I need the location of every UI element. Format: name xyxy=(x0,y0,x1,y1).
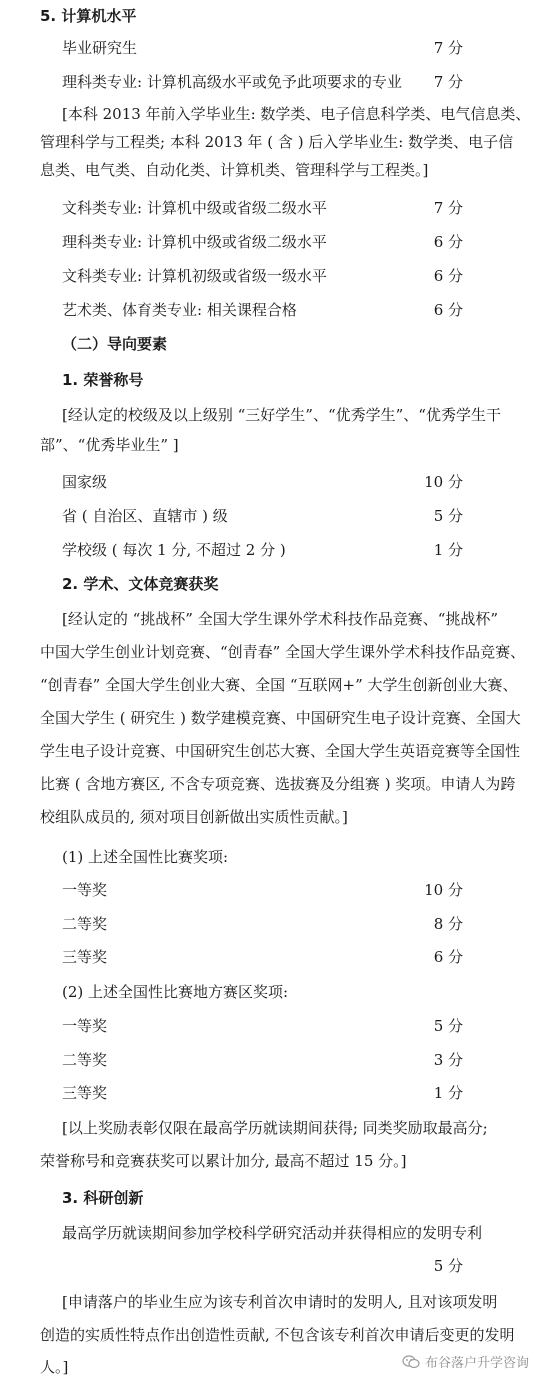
s5-row-6-score: 6 分 xyxy=(433,301,463,319)
section-2-title: 2. 学术、文体竞赛获奖 xyxy=(62,575,219,593)
s5-note-line-2: 管理科学与工程类; 本科 2013 年 ( 含 ) 后入学毕业生: 数学类、电子信 xyxy=(40,133,514,151)
s3-note-line-1: [申请落户的毕业生应为该专利首次申请时的发明人, 且对该项发明 xyxy=(62,1293,498,1311)
s2a-row-1-score: 10 分 xyxy=(424,881,463,899)
s5-row-5-label: 文科类专业: 计算机初级或省级一级水平 xyxy=(62,267,327,285)
s5-row-3-label: 文科类专业: 计算机中级或省级二级水平 xyxy=(62,199,327,217)
wechat-icon xyxy=(402,1355,420,1369)
s1-row-2-label: 省 ( 自治区、直辖市 ) 级 xyxy=(62,507,228,525)
s2-note-line-7: 校组队成员的, 须对项目创新做出实质性贡献。] xyxy=(40,808,348,826)
s2-note-line-2: 中国大学生创业计划竞赛、“创青春” 全国大学生课外学术科技作品竞赛、 xyxy=(40,643,526,661)
s2a-row-2-label: 二等奖 xyxy=(62,915,108,933)
s1-note-line-2: 部”、“优秀毕业生” ] xyxy=(40,436,179,454)
s2b-row-2-label: 二等奖 xyxy=(62,1051,108,1069)
s3-note-line-3: 人。] xyxy=(40,1358,69,1376)
watermark-text: 布谷落户升学咨询 xyxy=(424,1356,529,1371)
s5-row-4-label: 理科类专业: 计算机中级或省级二级水平 xyxy=(62,233,327,251)
s2-note-line-5: 学生电子设计竞赛、中国研究生创芯大赛、全国大学生英语竞赛等全国性 xyxy=(40,742,521,760)
s1-row-1-score: 10 分 xyxy=(424,473,463,491)
s5-row-5-score: 6 分 xyxy=(433,267,463,285)
s3-note-line-2: 创造的实质性特点作出创造性贡献, 不包含该专利首次申请后变更的发明 xyxy=(40,1326,515,1344)
s2-note-line-6: 比赛 ( 含地方赛区, 不含专项竞赛、选拔赛及分组赛 ) 奖项。申请人为跨 xyxy=(40,775,516,793)
s3-row-1-label: 最高学历就读期间参加学校科学研究活动并获得相应的发明专利 xyxy=(62,1224,483,1242)
part-2-title: （二）导向要素 xyxy=(62,335,168,353)
section-5-title: 5. 计算机水平 xyxy=(40,7,137,25)
s5-note-line-1: [本科 2013 年前入学毕业生: 数学类、电子信息科学类、电气信息类、 xyxy=(62,105,531,123)
s1-row-2-score: 5 分 xyxy=(433,507,463,525)
s2-note-line-3: “创青春” 全国大学生创业大赛、全国 “互联网+” 大学生创新创业大赛、 xyxy=(40,676,518,694)
s2a-row-3-label: 三等奖 xyxy=(62,948,108,966)
s3-row-1-score: 5 分 xyxy=(433,1257,463,1275)
s5-row-4-score: 6 分 xyxy=(433,233,463,251)
s2-note-line-4: 全国大学生 ( 研究生 ) 数学建模竞赛、中国研究生电子设计竞赛、全国大 xyxy=(40,709,521,727)
s2a-row-1-label: 一等奖 xyxy=(62,881,108,899)
s2-end-note-line-2: 荣誉称号和竞赛获奖可以累计加分, 最高不超过 15 分。] xyxy=(40,1152,407,1170)
s2a-row-2-score: 8 分 xyxy=(433,915,463,933)
s5-row-6-label: 艺术类、体育类专业: 相关课程合格 xyxy=(62,301,297,319)
s1-row-3-score: 1 分 xyxy=(433,541,463,559)
section-3-title: 3. 科研创新 xyxy=(62,1189,144,1207)
s2b-row-1-label: 一等奖 xyxy=(62,1017,108,1035)
s5-row-1-label: 毕业研究生 xyxy=(62,39,138,57)
s2-subheading-2: (2) 上述全国性比赛地方赛区奖项: xyxy=(62,983,289,1001)
s2b-row-1-score: 5 分 xyxy=(433,1017,463,1035)
watermark xyxy=(402,1352,529,1371)
s2-end-note-line-1: [以上奖励表彰仅限在最高学历就读期间获得; 同类奖励取最高分; xyxy=(62,1119,488,1137)
s1-note-line-1: [经认定的校级及以上级别 “三好学生”、“优秀学生”、“优秀学生干 xyxy=(62,406,501,424)
s5-row-1-score: 7 分 xyxy=(433,39,463,57)
s1-row-3-label: 学校级 ( 每次 1 分, 不超过 2 分 ) xyxy=(62,541,286,559)
s2-note-line-1: [经认定的 “挑战杯” 全国大学生课外学术科技作品竞赛、“挑战杯” xyxy=(62,610,499,628)
s5-row-2-score: 7 分 xyxy=(433,73,463,91)
s2b-row-2-score: 3 分 xyxy=(433,1051,463,1069)
s2a-row-3-score: 6 分 xyxy=(433,948,463,966)
s2b-row-3-label: 三等奖 xyxy=(62,1084,108,1102)
s2-subheading-1: (1) 上述全国性比赛奖项: xyxy=(62,848,229,866)
s1-row-1-label: 国家级 xyxy=(62,473,108,491)
section-1-title: 1. 荣誉称号 xyxy=(62,371,144,389)
s5-row-2-label: 理科类专业: 计算机高级水平或免予此项要求的专业 xyxy=(62,73,402,91)
s5-note-line-3: 息类、电气类、自动化类、计算机类、管理科学与工程类。] xyxy=(40,161,429,179)
s2b-row-3-score: 1 分 xyxy=(433,1084,463,1102)
s5-row-3-score: 7 分 xyxy=(433,199,463,217)
